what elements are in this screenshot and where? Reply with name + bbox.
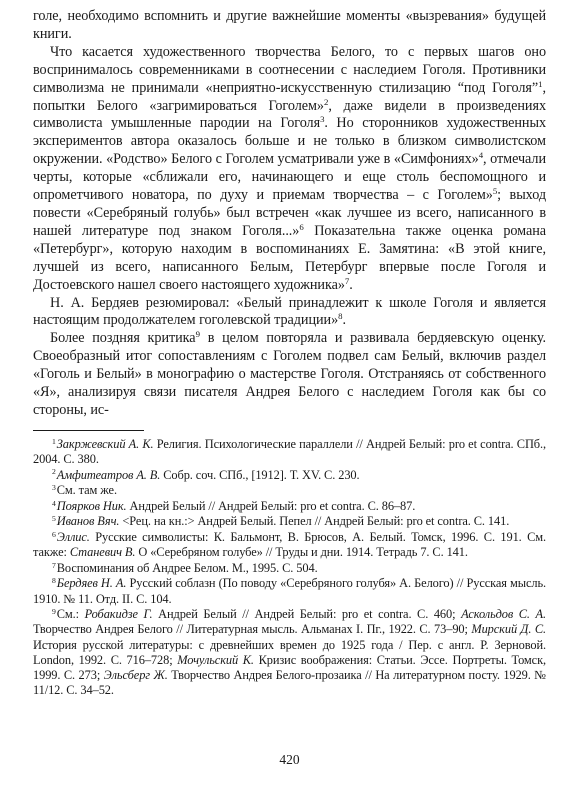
paragraph-3: Н. А. Бердяев резюмировал: «Белый принадлежит к школе Гоголя и является настоящим продолжателем гоголевской традиции»$^8$. xyxy=(33,294,546,329)
footnote-8: $^8$Бердяев Н. А. Русский соблазн (По поводу «Серебряного голубя» А. Белого) // Русская мысль. 1910. № 11. Отд. II. С. 104. xyxy=(33,576,547,606)
paragraph-1: голе, необходимо вспомнить и другие важнейшие моменты «вызревания» будущей книги. xyxy=(33,8,546,42)
footnote-ref[interactable]: 9 xyxy=(195,329,200,340)
paragraph-4: Более поздняя критика$^9$ в целом повторяла и развивала бердяевскую оценку. Своеобразный итог сопоставлениям с Гоголем подвел сам Белый, включив раздел «Гоголь и Белый» в монографию о мастерстве Гоголя. Отстраняясь от собственного «Я», анализируя связи писателя Андрея Белого с наследием Гоголя как бы со стороны, ис- xyxy=(33,329,547,418)
footnote-7: $^7$Воспоминания об Андрее Белом. М., 1995. С. 504. xyxy=(52,560,318,575)
footnote-2: $^2$Амфитеатров А. В. Собр. соч. СПб., [1912]. Т. XV. С. 230. xyxy=(52,467,360,482)
page-number: 420 xyxy=(279,752,300,767)
footnote-1: $^1$Закржевский А. К. Религия. Психологические параллели // Андрей Белый: pro et contra. СПб., 2004. С. 380. xyxy=(33,436,546,467)
footnote-5: $^5$Иванов Вяч. <Рец. на кн.:> Андрей Белый. Пепел // Андрей Белый: pro et contra. С. 141. xyxy=(52,514,510,529)
footnote-6: $^6$Эллис. Русские символисты: К. Бальмонт, В. Брюсов, А. Белый. Томск, 1996. С. 191. См. также: Станевич В. О «Серебряном голубе» // Труды и дни. 1914. Тетрадь 7. С. 141. xyxy=(33,529,546,560)
paragraph-2: Что касается художественного творчества Белого, то с первых шагов оно воспринималось современниками в соотнесении с наследием Гоголя. Противники символизма не принимали «неприятно-искусственную стилизацию “под Гоголя”$^1$, попытки Белого «загримироваться Гоголем»$^2$, даже видели в произведениях символиста умышленные пародии на Гоголя$^3$. Но сторонников художественных экспериментов автора оказалось больше и не только в близком символистском окружении. «Родство» Белого с Гоголем усматривали уже в «Симфониях»$^4$, отмечали черты, которые «сближали его, начинающего и еще столь беспомощного и опрометчивого новатора, по духу и приемам творчества – с Гоголем»$^5$; выход повести «Серебряный голубь» был встречен «как лучшее из всего, написанного в нашей литературе под знаком Гоголя...»$^6$ Показательна также оценка романа «Петербург», которую находим в воспоминаниях Е. Замятина: «В этой книге, лучшей из всего, написанного Белым, Петербург впервые после Гоголя и Достоевского нашел своего настоящего художника»$^7$. xyxy=(33,43,547,293)
footnotes xyxy=(33,437,546,699)
footnote-4: $^4$Поярков Ник. Андрей Белый // Андрей Белый: pro et contra. С. 86–87. xyxy=(52,498,416,513)
footnote-ref[interactable]: 6 xyxy=(299,222,304,233)
footnote-9: $^9$См.: Робакидзе Г. Андрей Белый // Андрей Белый: pro et contra. С. 460; Аскольдов С. А. Творчество Андрея Белого // Литературная мысль. Альманах I. Пг., 1922. С. 73–90; Мирский Д. С. История русской литературы: с древнейших времен до 1925 года / Пер. с англ. Р. Зерновой. London, 1992. С. 716–728; Мочульский К. Кризис воображения: Статьи. Эссе. Портреты. Томск, 1999. С. 273; Эльсберг Ж. Творчество Андрея Белого-прозаика // На литературном посту. 1929. № 11/12. С. 34–52. xyxy=(33,606,546,698)
footnote-ref[interactable]: 2 xyxy=(323,96,329,107)
footnote-ref[interactable]: 3 xyxy=(320,114,325,125)
footnote-ref[interactable]: 7 xyxy=(344,275,350,286)
main-text xyxy=(33,8,546,420)
footnote-ref[interactable]: 1 xyxy=(538,78,543,89)
footnote-ref[interactable]: 4 xyxy=(478,150,484,161)
footnote-divider xyxy=(33,430,144,431)
footnote-ref[interactable]: 5 xyxy=(492,186,498,197)
book-page xyxy=(33,8,546,698)
footnote-3: $^3$См. там же. xyxy=(52,483,117,498)
footnote-ref[interactable]: 8 xyxy=(338,311,343,322)
